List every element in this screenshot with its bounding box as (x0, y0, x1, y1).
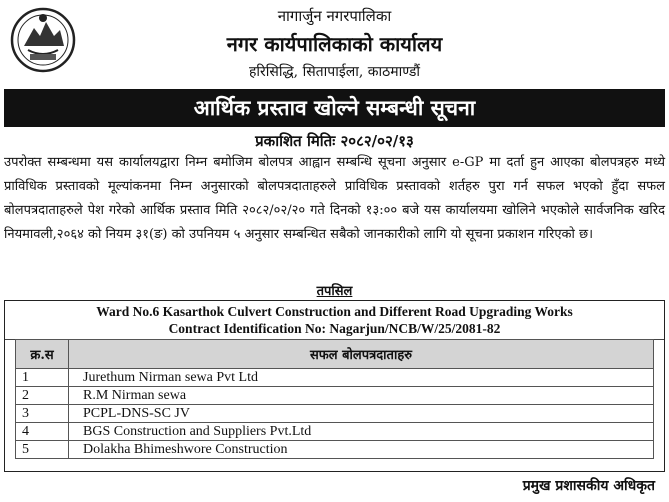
table-header-row (16, 340, 654, 369)
table-row (16, 369, 654, 387)
office-name: नगर कार्यपालिकाको कार्यालय (226, 32, 443, 56)
table-row (16, 441, 654, 459)
col-sn: क्र.स (16, 340, 69, 369)
row-sn: 4 (16, 423, 69, 441)
office-address: हरिसिद्धि, सितापाईला, काठमाण्डौं (248, 64, 421, 80)
row-sn: 2 (16, 387, 69, 405)
row-bidder: BGS Construction and Suppliers Pvt.Ltd (69, 423, 654, 441)
table-row (16, 405, 654, 423)
row-bidder: PCPL-DNS-SC JV (69, 405, 654, 423)
row-bidder: Jurethum Nirman sewa Pvt Ltd (69, 369, 654, 387)
municipality-name: नागार्जुन नगरपालिका (277, 7, 392, 25)
contract-heading (5, 301, 664, 340)
row-sn: 3 (16, 405, 69, 423)
bidders-table-box (4, 300, 665, 472)
col-bidder: सफल बोलपत्रदाताहरु (69, 340, 654, 369)
bidders-table (15, 339, 654, 459)
row-sn: 5 (16, 441, 69, 459)
notice-title: आर्थिक प्रस्ताव खोल्ने सम्बन्धी सूचना (4, 89, 665, 127)
project-title: Ward No.6 Kasarthok Culvert Construction and Different Road Upgrading Works (96, 304, 573, 319)
schedule-label: तपसिल (316, 284, 353, 299)
notice-body: उपरोक्त सम्बन्धमा यस कार्यालयद्वारा निम्न बमोजिम बोलपत्र आह्वान सम्बन्धि सूचना अनुसार e-GP मा दर्ता हुन आएका बोलपत्रहरु मध्ये प्राविधिक प्रस्तावको मूल्यांकनमा निम्न अनुसारको बोलपत्रदाताहरुले प्राविधिक प्रस्तावको शर्तहरु पुरा गर्न सफल भएको हुँदा सफल बोलपत्रदाताहरुले पेश गरेको आर्थिक प्रस्ताव मिति २०८२/०२/२० गते दिनको १३:०० बजे यस कार्यालयमा खोलिने भएकोले सार्वजनिक खरिद नियमावली,२०६४ को नियम ३१(ङ) को उपनियम ५ अनुसार सम्बन्धित सबैको जानकारीको लागि यो सूचना प्रकाशन गरिएको छ। (4, 155, 665, 242)
row-sn: 1 (16, 369, 69, 387)
row-bidder: Dolakha Bhimeshwore Construction (69, 441, 654, 459)
table-row (16, 387, 654, 405)
notice-header (0, 0, 669, 88)
table-row (16, 423, 654, 441)
published-date: प्रकाशित मितिः २०८२/०२/१३ (255, 132, 414, 150)
contract-id: Contract Identification No: Nagarjun/NCB/W/25/2081-82 (168, 321, 501, 336)
signatory-title: प्रमुख प्रशासकीय अधिकृत (522, 478, 655, 494)
row-bidder: R.M Nirman sewa (69, 387, 654, 405)
